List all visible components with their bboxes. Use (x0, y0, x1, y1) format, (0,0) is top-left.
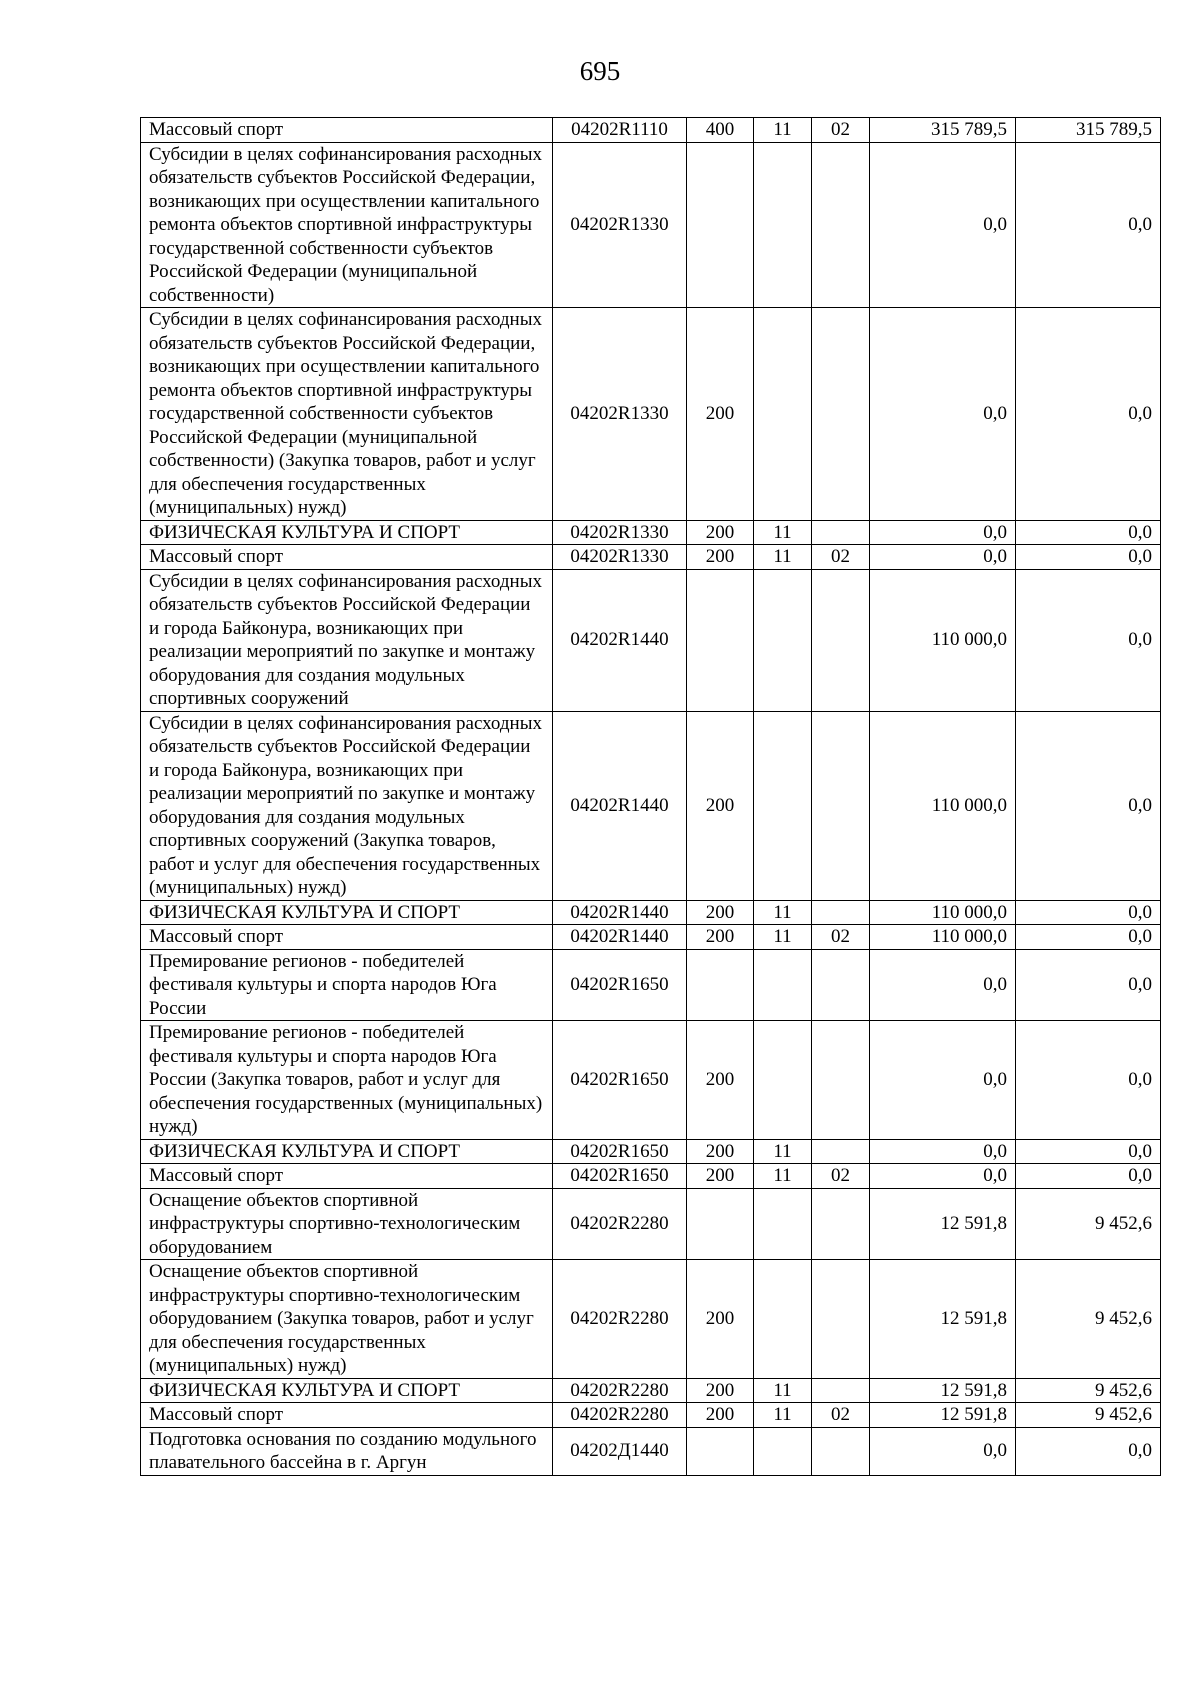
row-section-cell: 11 (754, 1164, 812, 1189)
row-amount-2-cell: 0,0 (1016, 900, 1161, 925)
row-section-cell (754, 569, 812, 711)
row-amount-2-cell: 9 452,6 (1016, 1378, 1161, 1403)
row-amount-1-cell: 110 000,0 (870, 900, 1016, 925)
row-code-cell: 04202R1650 (553, 949, 687, 1021)
row-name-cell: ФИЗИЧЕСКАЯ КУЛЬТУРА И СПОРТ (141, 1378, 553, 1403)
row-amount-1-cell: 12 591,8 (870, 1403, 1016, 1428)
row-subsection-cell (812, 1188, 870, 1260)
row-amount-2-cell: 0,0 (1016, 142, 1161, 308)
row-subsection-cell: 02 (812, 925, 870, 950)
row-code-cell: 04202R1440 (553, 569, 687, 711)
row-code-cell: 04202R1330 (553, 545, 687, 570)
row-subsection-cell (812, 949, 870, 1021)
row-expense-type-cell: 200 (687, 925, 754, 950)
row-section-cell (754, 1021, 812, 1140)
row-amount-1-cell: 0,0 (870, 1427, 1016, 1475)
row-name-cell: Массовый спорт (141, 1164, 553, 1189)
row-code-cell: 04202R2280 (553, 1188, 687, 1260)
row-name-cell: ФИЗИЧЕСКАЯ КУЛЬТУРА И СПОРТ (141, 520, 553, 545)
row-subsection-cell (812, 569, 870, 711)
row-amount-1-cell: 0,0 (870, 142, 1016, 308)
table-row (141, 1188, 1161, 1260)
row-code-cell: 04202R2280 (553, 1403, 687, 1428)
row-section-cell: 11 (754, 118, 812, 143)
table-row (141, 142, 1161, 308)
row-name-cell: Массовый спорт (141, 925, 553, 950)
row-amount-2-cell: 0,0 (1016, 925, 1161, 950)
table-row (141, 118, 1161, 143)
row-code-cell: 04202R1330 (553, 520, 687, 545)
row-expense-type-cell: 200 (687, 520, 754, 545)
row-amount-2-cell: 0,0 (1016, 1021, 1161, 1140)
row-name-cell: Премирование регионов - победителей фестиваля культуры и спорта народов Юга России (141, 949, 553, 1021)
row-expense-type-cell (687, 569, 754, 711)
row-subsection-cell (812, 1427, 870, 1475)
row-subsection-cell (812, 1139, 870, 1164)
table-row (141, 1403, 1161, 1428)
row-section-cell: 11 (754, 1139, 812, 1164)
row-code-cell: 04202R1650 (553, 1021, 687, 1140)
table-row (141, 1427, 1161, 1475)
row-amount-2-cell: 0,0 (1016, 949, 1161, 1021)
row-expense-type-cell: 200 (687, 711, 754, 900)
row-section-cell (754, 711, 812, 900)
row-code-cell: 04202R2280 (553, 1260, 687, 1379)
row-amount-2-cell: 0,0 (1016, 545, 1161, 570)
row-expense-type-cell: 200 (687, 1403, 754, 1428)
table-body (141, 118, 1161, 1476)
row-section-cell: 11 (754, 520, 812, 545)
row-name-cell: Оснащение объектов спортивной инфраструктуры спортивно-технологическим оборудованием (141, 1188, 553, 1260)
row-section-cell: 11 (754, 900, 812, 925)
row-section-cell (754, 1188, 812, 1260)
row-amount-2-cell: 0,0 (1016, 1164, 1161, 1189)
row-code-cell: 04202R1440 (553, 711, 687, 900)
row-expense-type-cell: 200 (687, 308, 754, 521)
row-amount-1-cell: 0,0 (870, 1139, 1016, 1164)
row-subsection-cell (812, 1260, 870, 1379)
row-name-cell: Премирование регионов - победителей фестиваля культуры и спорта народов Юга России (Закупка товаров, работ и услуг для обеспечения государственных (муниципальных) нужд) (141, 1021, 553, 1140)
table-row (141, 1139, 1161, 1164)
row-name-cell: Субсидии в целях софинансирования расходных обязательств субъектов Российской Федерации и города Байконура, возникающих при реализации мероприятий по закупке и монтажу оборудования для создания модульных спортивных сооружений (141, 569, 553, 711)
row-amount-1-cell: 0,0 (870, 1164, 1016, 1189)
row-section-cell: 11 (754, 545, 812, 570)
row-subsection-cell (812, 711, 870, 900)
row-expense-type-cell: 200 (687, 1378, 754, 1403)
row-amount-2-cell: 0,0 (1016, 1427, 1161, 1475)
row-amount-1-cell: 110 000,0 (870, 569, 1016, 711)
row-amount-2-cell: 9 452,6 (1016, 1403, 1161, 1428)
row-amount-1-cell: 110 000,0 (870, 925, 1016, 950)
table-row (141, 545, 1161, 570)
row-name-cell: ФИЗИЧЕСКАЯ КУЛЬТУРА И СПОРТ (141, 900, 553, 925)
row-amount-1-cell: 0,0 (870, 1021, 1016, 1140)
row-amount-1-cell: 12 591,8 (870, 1378, 1016, 1403)
table-row (141, 949, 1161, 1021)
table-row (141, 1378, 1161, 1403)
row-code-cell: 04202R1440 (553, 900, 687, 925)
row-expense-type-cell: 200 (687, 545, 754, 570)
table-row (141, 520, 1161, 545)
row-expense-type-cell: 400 (687, 118, 754, 143)
row-expense-type-cell: 200 (687, 1139, 754, 1164)
row-subsection-cell (812, 1021, 870, 1140)
row-section-cell: 11 (754, 1403, 812, 1428)
row-code-cell: 04202R2280 (553, 1378, 687, 1403)
row-subsection-cell: 02 (812, 1403, 870, 1428)
table-row (141, 569, 1161, 711)
row-expense-type-cell: 200 (687, 1164, 754, 1189)
row-expense-type-cell (687, 949, 754, 1021)
row-amount-1-cell: 0,0 (870, 520, 1016, 545)
table-row (141, 925, 1161, 950)
row-expense-type-cell (687, 1427, 754, 1475)
table-row (141, 711, 1161, 900)
row-amount-2-cell: 0,0 (1016, 1139, 1161, 1164)
row-amount-2-cell: 9 452,6 (1016, 1188, 1161, 1260)
row-subsection-cell: 02 (812, 1164, 870, 1189)
row-name-cell: Субсидии в целях софинансирования расходных обязательств субъектов Российской Федерации, возникающих при осуществлении капитального ремонта объектов спортивной инфраструктуры государственной собственности субъектов Российской Федерации (муниципальной собственности) (141, 142, 553, 308)
row-amount-2-cell: 0,0 (1016, 520, 1161, 545)
row-name-cell: Субсидии в целях софинансирования расходных обязательств субъектов Российской Федерации и города Байконура, возникающих при реализации мероприятий по закупке и монтажу оборудования для создания модульных спортивных сооружений (Закупка товаров, работ и услуг для обеспечения государственных (муниципальных) нужд) (141, 711, 553, 900)
row-name-cell: Массовый спорт (141, 118, 553, 143)
row-name-cell: Субсидии в целях софинансирования расходных обязательств субъектов Российской Федерации, возникающих при осуществлении капитального ремонта объектов спортивной инфраструктуры государственной собственности субъектов Российской Федерации (муниципальной собственности) (Закупка товаров, работ и услуг для обеспечения государственных (муниципальных) нужд) (141, 308, 553, 521)
row-section-cell (754, 142, 812, 308)
row-amount-2-cell: 9 452,6 (1016, 1260, 1161, 1379)
row-subsection-cell (812, 520, 870, 545)
row-section-cell: 11 (754, 1378, 812, 1403)
row-amount-1-cell: 0,0 (870, 949, 1016, 1021)
row-section-cell (754, 308, 812, 521)
row-amount-1-cell: 0,0 (870, 545, 1016, 570)
table-row (141, 1021, 1161, 1140)
row-expense-type-cell (687, 1188, 754, 1260)
row-code-cell: 04202R1110 (553, 118, 687, 143)
row-expense-type-cell: 200 (687, 1021, 754, 1140)
row-section-cell: 11 (754, 925, 812, 950)
table-row (141, 308, 1161, 521)
row-name-cell: Оснащение объектов спортивной инфраструктуры спортивно-технологическим оборудованием (Закупка товаров, работ и услуг для обеспечения государственных (муниципальных) нужд) (141, 1260, 553, 1379)
row-expense-type-cell: 200 (687, 900, 754, 925)
row-subsection-cell (812, 900, 870, 925)
row-code-cell: 04202R1650 (553, 1164, 687, 1189)
row-section-cell (754, 1260, 812, 1379)
row-name-cell: ФИЗИЧЕСКАЯ КУЛЬТУРА И СПОРТ (141, 1139, 553, 1164)
row-section-cell (754, 949, 812, 1021)
row-amount-1-cell: 12 591,8 (870, 1188, 1016, 1260)
row-code-cell: 04202Д1440 (553, 1427, 687, 1475)
row-subsection-cell: 02 (812, 545, 870, 570)
row-name-cell: Массовый спорт (141, 545, 553, 570)
row-code-cell: 04202R1330 (553, 308, 687, 521)
row-code-cell: 04202R1440 (553, 925, 687, 950)
row-amount-1-cell: 12 591,8 (870, 1260, 1016, 1379)
row-subsection-cell (812, 308, 870, 521)
row-section-cell (754, 1427, 812, 1475)
row-amount-2-cell: 0,0 (1016, 569, 1161, 711)
row-amount-1-cell: 0,0 (870, 308, 1016, 521)
table-row (141, 1260, 1161, 1379)
row-code-cell: 04202R1650 (553, 1139, 687, 1164)
row-name-cell: Подготовка основания по созданию модульного плавательного бассейна в г. Аргун (141, 1427, 553, 1475)
row-subsection-cell (812, 1378, 870, 1403)
table-row (141, 900, 1161, 925)
row-amount-1-cell: 110 000,0 (870, 711, 1016, 900)
row-expense-type-cell (687, 142, 754, 308)
row-code-cell: 04202R1330 (553, 142, 687, 308)
row-expense-type-cell: 200 (687, 1260, 754, 1379)
row-subsection-cell: 02 (812, 118, 870, 143)
row-amount-2-cell: 315 789,5 (1016, 118, 1161, 143)
row-subsection-cell (812, 142, 870, 308)
row-amount-1-cell: 315 789,5 (870, 118, 1016, 143)
page-number: 695 (579, 56, 621, 86)
row-amount-2-cell: 0,0 (1016, 711, 1161, 900)
row-name-cell: Массовый спорт (141, 1403, 553, 1428)
row-amount-2-cell: 0,0 (1016, 308, 1161, 521)
budget-table (140, 117, 1161, 1476)
table-row (141, 1164, 1161, 1189)
